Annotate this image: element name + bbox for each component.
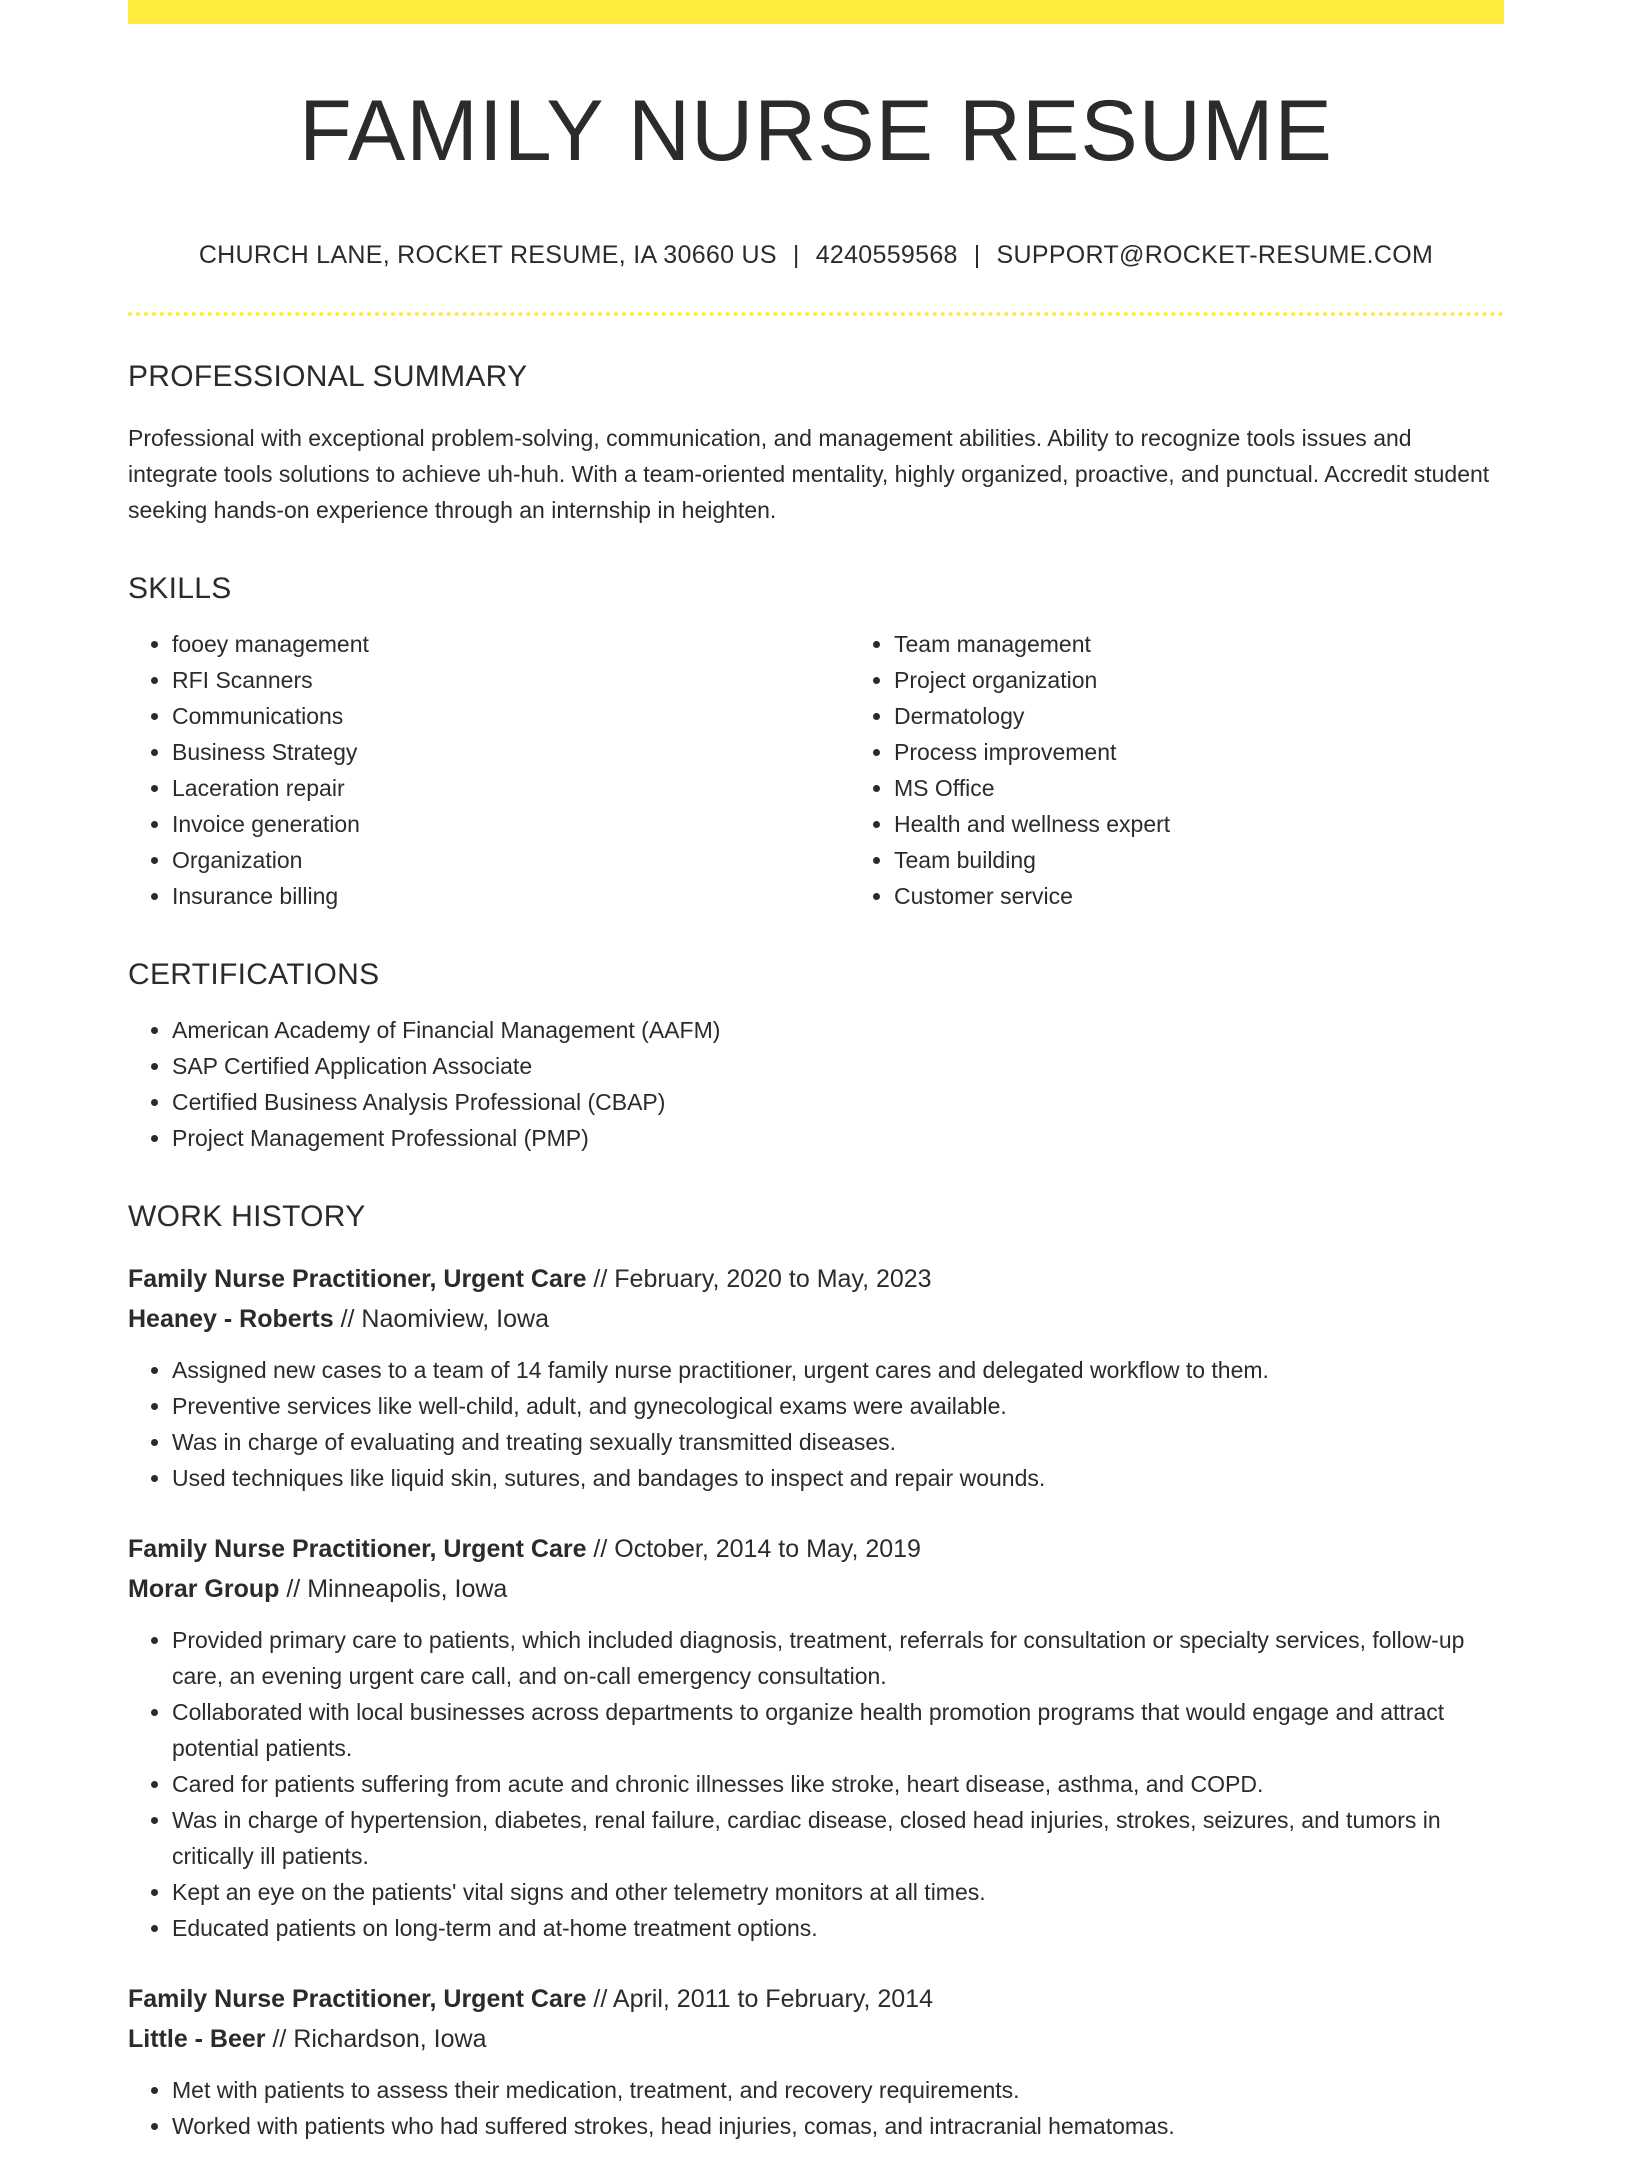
skills-right-column [850, 626, 1572, 914]
certification-item: • SAP Certified Application Associate [172, 1048, 1504, 1084]
skill-item: • Project organization [894, 662, 1572, 698]
skill-item: • Process improvement [894, 734, 1572, 770]
address: CHURCH LANE, ROCKET RESUME, IA 30660 US [198, 241, 777, 270]
skill-item: • Communications [172, 698, 850, 734]
skill-item: • fooey management [172, 626, 850, 662]
company-name: Heaney - Roberts [128, 1305, 334, 1334]
job-dates: // April, 2011 to February, 2014 [586, 1985, 933, 2014]
section-heading-certifications: CERTIFICATIONS [128, 958, 380, 992]
job-bullet: • Assigned new cases to a team of 14 family nurse practitioner, urgent cares and delegated workflow to them. [172, 1352, 1504, 1388]
certification-item: • American Academy of Financial Management (AAFM) [172, 1012, 1504, 1048]
skills-list [128, 606, 1504, 914]
company-name: Little - Beer [128, 2025, 266, 2054]
job-bullet: • Worked with patients who had suffered strokes, head injuries, comas, and intracranial hematomas. [172, 2108, 1504, 2144]
skill-item: • Team building [894, 842, 1572, 878]
company-location: // Minneapolis, Iowa [279, 1575, 508, 1604]
job-bullet: • Collaborated with local businesses across departments to organize health promotion programs that would engage and attract potential patients. [172, 1694, 1504, 1766]
job-title: Family Nurse Practitioner, Urgent Care [128, 1535, 587, 1564]
resume-page [128, 0, 1504, 2178]
skill-item: • RFI Scanners [172, 662, 850, 698]
job-entry [128, 1980, 1504, 2144]
contact-line [128, 241, 1504, 270]
resume-title: FAMILY NURSE RESUME [299, 83, 1333, 179]
job-bullet: • Was in charge of evaluating and treating sexually transmitted diseases. [172, 1424, 1504, 1460]
skill-item: • Laceration repair [172, 770, 850, 806]
skill-item: • Health and wellness expert [894, 806, 1572, 842]
section-heading-work-history: WORK HISTORY [128, 1200, 366, 1234]
company-location: // Richardson, Iowa [265, 2025, 487, 2054]
email: SUPPORT@ROCKET-RESUME.COM [996, 241, 1434, 270]
job-bullets [128, 2072, 1504, 2144]
certification-item: • Project Management Professional (PMP) [172, 1120, 1504, 1156]
job-bullet: • Preventive services like well-child, adult, and gynecological exams were available. [172, 1388, 1504, 1424]
skills-left-column [128, 626, 850, 914]
skill-item: • Organization [172, 842, 850, 878]
company-name: Morar Group [128, 1575, 280, 1604]
dotted-divider [128, 312, 1504, 316]
job-dates: // February, 2020 to May, 2023 [586, 1265, 932, 1294]
company-location: // Naomiview, Iowa [333, 1305, 549, 1334]
phone: 4240559568 [815, 241, 958, 270]
skill-item: • Customer service [894, 878, 1572, 914]
section-heading-skills: SKILLS [128, 572, 232, 606]
job-bullets [128, 1622, 1504, 1946]
job-bullet: • Met with patients to assess their medication, treatment, and recovery requirements. [172, 2072, 1504, 2108]
summary-text: Professional with exceptional problem-solving, communication, and management abilities. Ability to recognize tools issues and integrate tools solutions to achieve uh-huh. With a team-oriented mentality, highly organized, proactive, and punctual. Accredit student seeking hands-on experience through an internship in heighten. [128, 425, 1490, 524]
separator: | [792, 241, 800, 270]
job-bullet: • Used techniques like liquid skin, sutures, and bandages to inspect and repair wounds. [172, 1460, 1504, 1496]
job-title: Family Nurse Practitioner, Urgent Care [128, 1985, 587, 2014]
job-company-line [128, 2020, 1504, 2058]
job-dates: // October, 2014 to May, 2019 [586, 1535, 921, 1564]
job-bullet: • Kept an eye on the patients' vital signs and other telemetry monitors at all times. [172, 1874, 1504, 1910]
job-title-line [128, 1260, 1504, 1298]
section-heading-summary: PROFESSIONAL SUMMARY [128, 360, 528, 394]
certification-item: • Certified Business Analysis Professional (CBAP) [172, 1084, 1504, 1120]
certifications-list [128, 1012, 1504, 1156]
job-bullet: • Cared for patients suffering from acute and chronic illnesses like stroke, heart disease, asthma, and COPD. [172, 1766, 1504, 1802]
job-title: Family Nurse Practitioner, Urgent Care [128, 1265, 587, 1294]
accent-bar [128, 0, 1504, 24]
job-company-line [128, 1570, 1504, 1608]
job-company-line [128, 1300, 1504, 1338]
job-bullets [128, 1352, 1504, 1496]
job-title-line [128, 1980, 1504, 2018]
skill-item: • Invoice generation [172, 806, 850, 842]
job-bullet: • Provided primary care to patients, which included diagnosis, treatment, referrals for consultation or specialty services, follow-up care, an evening urgent care call, and on-call emergency consultation. [172, 1622, 1504, 1694]
job-title-line [128, 1530, 1504, 1568]
skill-item: • Insurance billing [172, 878, 850, 914]
skill-item: • Dermatology [894, 698, 1572, 734]
skill-item: • MS Office [894, 770, 1572, 806]
skill-item: • Team management [894, 626, 1572, 662]
job-bullet: • Was in charge of hypertension, diabetes, renal failure, cardiac disease, closed head injuries, strokes, seizures, and tumors in critically ill patients. [172, 1802, 1504, 1874]
job-bullet: • Educated patients on long-term and at-home treatment options. [172, 1910, 1504, 1946]
skill-item: • Business Strategy [172, 734, 850, 770]
job-entry [128, 1260, 1504, 1496]
job-entry [128, 1530, 1504, 1946]
separator: | [973, 241, 981, 270]
